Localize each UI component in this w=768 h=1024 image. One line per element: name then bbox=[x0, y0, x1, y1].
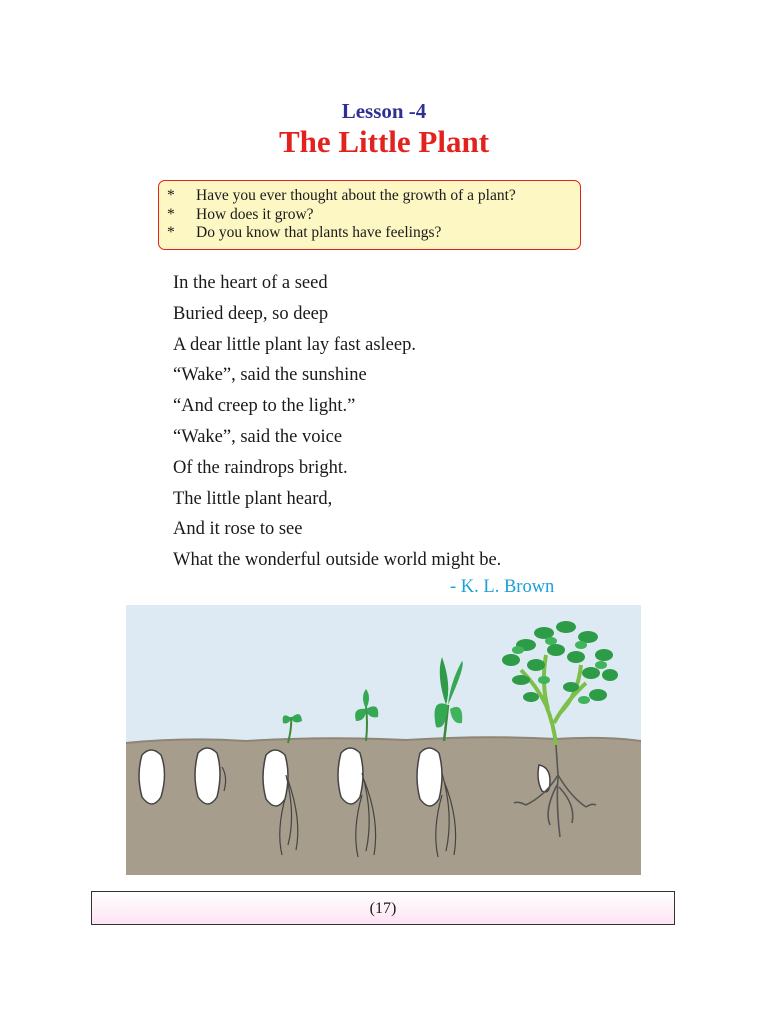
poem bbox=[173, 270, 501, 578]
seed-stage-1 bbox=[139, 750, 165, 804]
poem-line: And it rose to see bbox=[173, 519, 303, 540]
poem-line: “And creep to the light.” bbox=[173, 396, 356, 417]
page-number-box bbox=[91, 891, 675, 925]
question-text: Have you ever thought about the growth of a plant? bbox=[196, 187, 516, 204]
lesson-label: Lesson -4 bbox=[341, 99, 427, 123]
question-item bbox=[167, 206, 572, 225]
page-number: (17) bbox=[369, 900, 397, 917]
poem-line: The little plant heard, bbox=[173, 488, 333, 509]
question-text: Do you know that plants have feelings? bbox=[196, 224, 442, 241]
poem-line: “Wake”, said the voice bbox=[173, 426, 343, 447]
question-text: How does it grow? bbox=[196, 205, 314, 223]
poem-line: In the heart of a seed bbox=[173, 273, 328, 293]
page-title: The Little Plant bbox=[278, 124, 490, 159]
question-item bbox=[167, 187, 572, 206]
poem-line: Of the raindrops bright. bbox=[173, 457, 348, 478]
plant-growth-illustration bbox=[126, 605, 641, 875]
bullet: * bbox=[167, 187, 175, 204]
poem-line: Buried deep, so deep bbox=[173, 303, 329, 324]
question-item bbox=[167, 224, 572, 243]
bullet: * bbox=[167, 224, 175, 241]
question-box bbox=[158, 180, 581, 250]
poem-line: A dear little plant lay fast asleep. bbox=[173, 334, 416, 355]
bullet: * bbox=[167, 205, 175, 223]
poem-author: - K. L. Brown bbox=[450, 577, 555, 597]
poem-line: What the wonderful outside world might be. bbox=[173, 550, 502, 571]
poem-line: “Wake”, said the sunshine bbox=[173, 365, 367, 386]
